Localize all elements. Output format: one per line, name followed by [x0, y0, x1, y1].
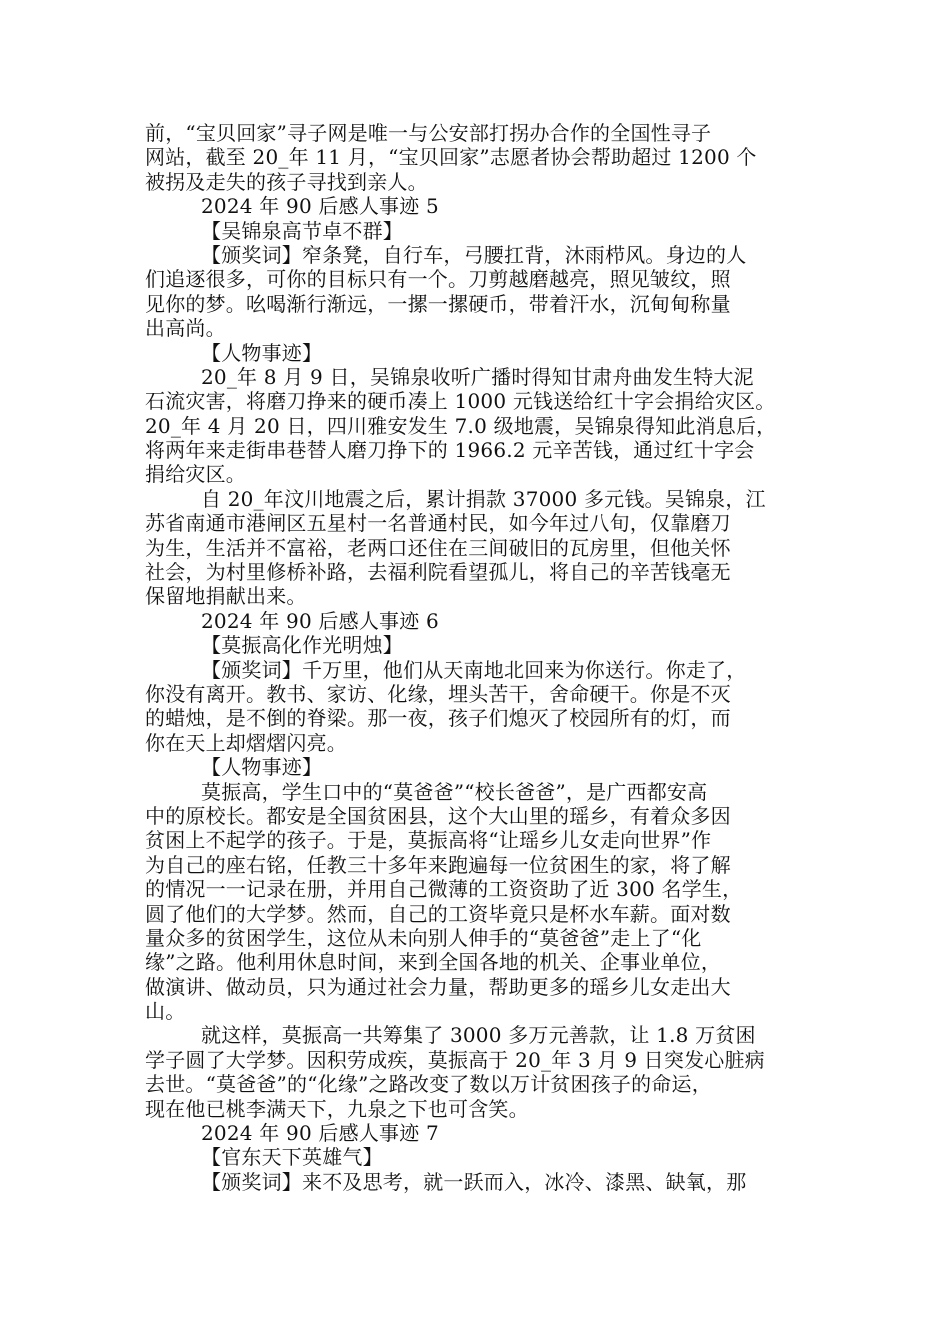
text-line: 为自己的座右铭，任教三十多年来跑遍每一位贫困生的家，将了解	[145, 852, 731, 877]
text-line: 【人物事迹】	[201, 755, 323, 780]
text-line: 缘”之路。他利用休息时间，来到全国各地的机关、企事业单位，	[145, 950, 722, 975]
text-line: 【人物事迹】	[201, 340, 323, 365]
text-line: 你在天上却熠熠闪亮。	[145, 730, 347, 755]
text-line: 去世。“莫爸爸”的“化缘”之路改变了数以万计贫困孩子的命运，	[145, 1072, 712, 1097]
text-line: 20_年 4 月 20 日，四川雅安发生 7.0 级地震，吴锦泉得知此消息后，	[145, 413, 777, 438]
text-line: 将两年来走街串巷替人磨刀挣下的 1966.2 元辛苦钱，通过红十字会	[145, 438, 755, 463]
text-line: 中的原校长。都安是全国贫困县，这个大山里的瑶乡，有着众多因	[145, 803, 731, 828]
text-line: 前，“宝贝回家”寻子网是唯一与公安部打拐办合作的全国性寻子	[145, 121, 712, 145]
text-line: 保留地捐献出来。	[145, 584, 307, 609]
text-line: 的情况一一记录在册，并用自己微薄的工资资助了近 300 名学生，	[145, 877, 743, 902]
text-line: 2024 年 90 后感人事迹 6	[201, 608, 439, 633]
text-line: 20_年 8 月 9 日，吴锦泉收听广播时得知甘肃舟曲发生特大泥	[201, 364, 754, 389]
text-line: 社会，为村里修桥补路，去福利院看望孤儿，将自己的辛苦钱毫无	[145, 560, 731, 585]
text-line: 【莫振高化作光明烛】	[201, 633, 403, 658]
text-line: 山。	[145, 999, 186, 1024]
text-line: 圆了他们的大学梦。然而，自己的工资毕竟只是杯水车薪。面对数	[145, 901, 731, 926]
text-line: 【吴锦泉高节卓不群】	[201, 218, 403, 243]
text-line: 见你的梦。吆喝渐行渐远，一摞一摞硬币，带着汗水，沉甸甸称量	[145, 291, 731, 316]
text-line: 【官东天下英雄气】	[201, 1145, 383, 1170]
text-line: 为生，生活并不富裕，老两口还住在三间破旧的瓦房里，但他关怀	[145, 535, 731, 560]
text-line: 自 20_年汶川地震之后，累计捐款 37000 多元钱。吴锦泉，江	[201, 486, 766, 511]
text-line: 石流灾害，将磨刀挣来的硬币凑上 1000 元钱送给红十字会捐给灾区。	[145, 389, 776, 414]
text-line: 【颁奖词】窄条凳，自行车，弓腰扛背，沐雨栉风。身边的人	[201, 242, 747, 267]
text-line: 被拐及走失的孩子寻找到亲人。	[145, 169, 428, 194]
text-line: 【颁奖词】来不及思考，就一跃而入，冰冷、漆黑、缺氧，那	[201, 1169, 747, 1194]
text-line: 2024 年 90 后感人事迹 5	[201, 194, 439, 219]
text-line: 捐给灾区。	[145, 462, 246, 487]
text-line: 网站，截至 20_年 11 月，“宝贝回家”志愿者协会帮助超过 1200 个	[145, 145, 757, 170]
text-line: 你没有离开。教书、家访、化缘，埋头苦干，舍命硬干。你是不灭	[145, 681, 731, 706]
text-line: 就这样，莫振高一共筹集了 3000 多万元善款，让 1.8 万贫困	[201, 1023, 756, 1048]
text-line: 现在他已桃李满天下，九泉之下也可含笑。	[145, 1096, 529, 1121]
text-line: 2024 年 90 后感人事迹 7	[201, 1121, 439, 1146]
text-line: 出高尚。	[145, 316, 226, 341]
text-line: 苏省南通市港闸区五星村一名普通村民，如今年过八旬，仅靠磨刀	[145, 511, 731, 536]
text-line: 做演讲、做动员，只为通过社会力量，帮助更多的瑶乡儿女走出大	[145, 974, 731, 999]
text-line: 量众多的贫困学生，这位从未向别人伸手的“莫爸爸”走上了“化	[145, 925, 702, 950]
document-page	[145, 121, 810, 1194]
text-line: 【颁奖词】千万里，他们从天南地北回来为你送行。你走了，	[201, 657, 747, 682]
text-line: 们追逐很多，可你的目标只有一个。刀剪越磨越亮，照见皱纹，照	[145, 267, 731, 292]
text-line: 的蜡烛，是不倒的脊梁。那一夜，孩子们熄灭了校园所有的灯，而	[145, 706, 731, 731]
text-line: 贫困上不起学的孩子。于是，莫振高将“让瑶乡儿女走向世界”作	[145, 828, 712, 853]
text-line: 莫振高，学生口中的“莫爸爸”“校长爸爸”，是广西都安高	[201, 779, 708, 804]
text-line: 学子圆了大学梦。因积劳成疾，莫振高于 20_年 3 月 9 日突发心脏病	[145, 1047, 765, 1072]
